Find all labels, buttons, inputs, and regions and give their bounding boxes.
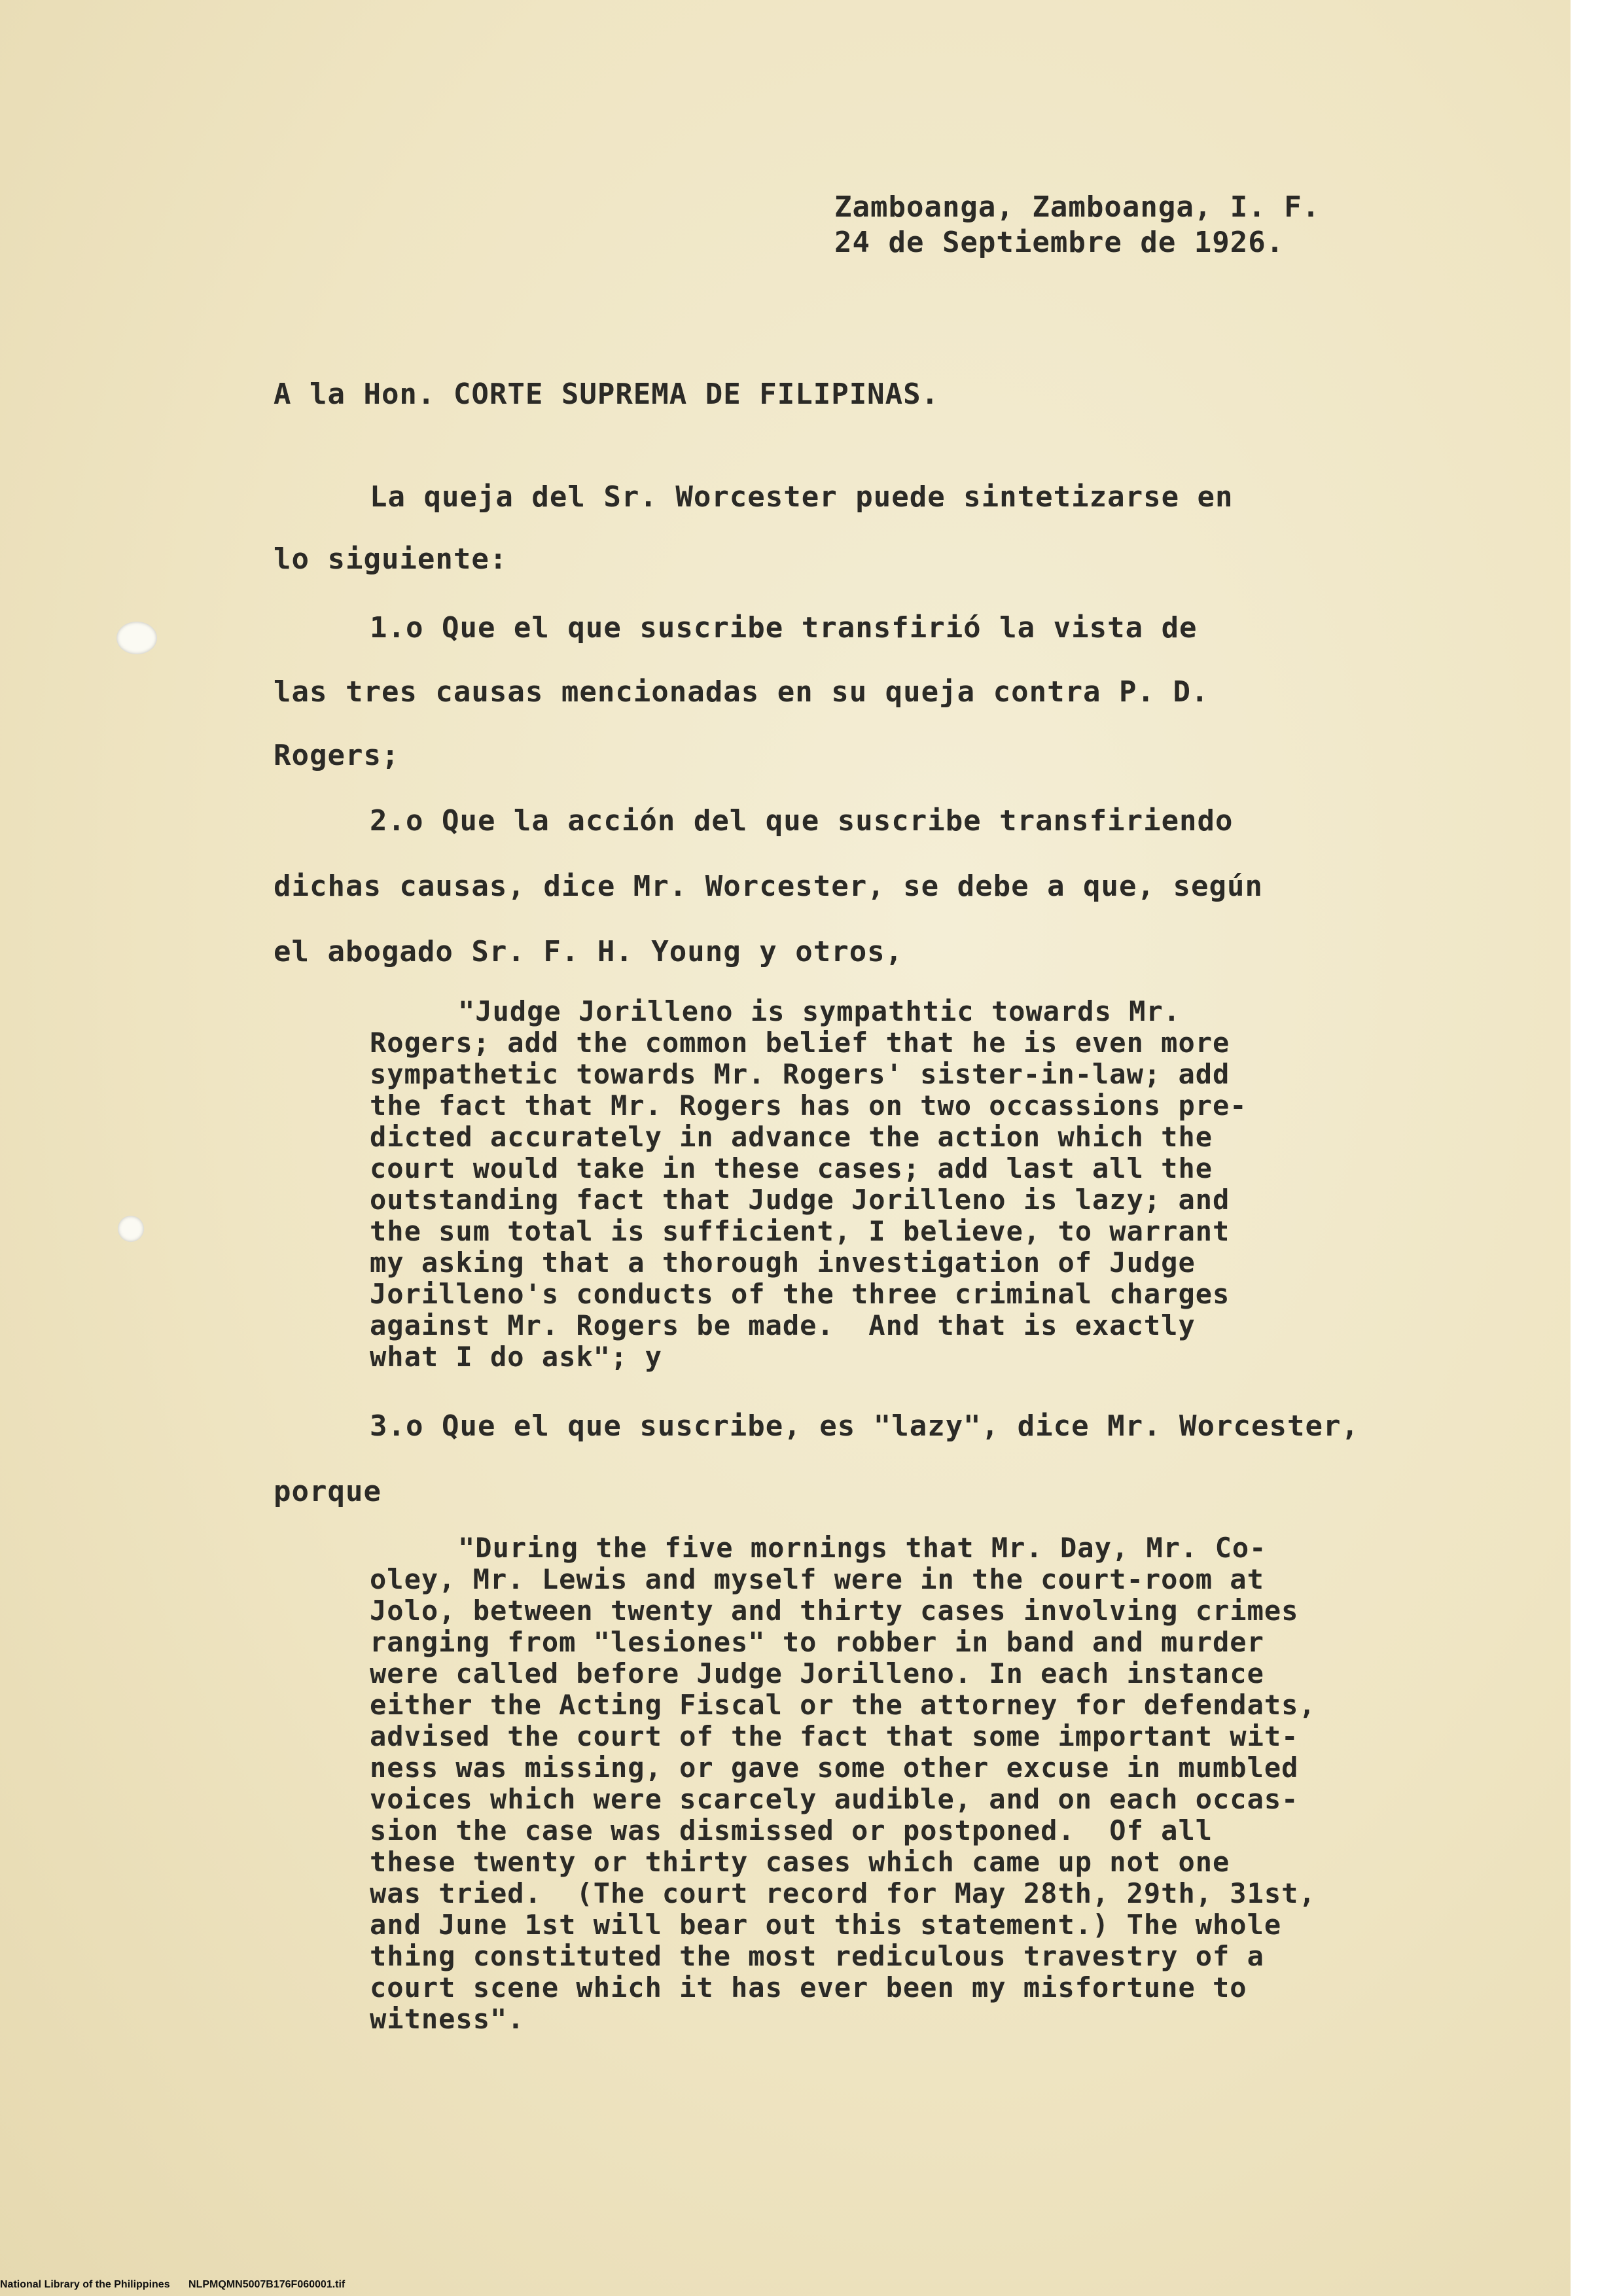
quote2-line-1: "During the five mornings that Mr. Day, Mr. Co- xyxy=(458,1532,1267,1564)
footer-file-id: NLPMQMN5007B176F060001.tif xyxy=(188,2279,346,2290)
quote2-line-13: and June 1st will bear out this statement.) The whole xyxy=(370,1909,1282,1941)
quote1-line-10: Jorilleno's conducts of the three criminal charges xyxy=(370,1278,1230,1310)
quote2-line-11: these twenty or thirty cases which came up not one xyxy=(370,1846,1230,1878)
scan-footer xyxy=(0,2279,361,2291)
quote1-line-12: what I do ask"; y xyxy=(370,1341,662,1373)
addressee: A la Hon. CORTE SUPREMA DE FILIPINAS. xyxy=(274,378,940,411)
quote1-line-2: Rogers; add the common belief that he is even more xyxy=(370,1027,1230,1059)
quote2-line-4: ranging from "lesiones" to robber in band and murder xyxy=(370,1626,1264,1658)
header-place: Zamboanga, Zamboanga, I. F. xyxy=(834,190,1321,224)
quote2-line-14: thing constituted the most rediculous travestry of a xyxy=(370,1940,1264,1972)
quote2-line-5: were called before Judge Jorilleno. In each instance xyxy=(370,1657,1264,1689)
point3-line-2: porque xyxy=(274,1475,382,1508)
punch-hole-lower xyxy=(118,1216,144,1242)
quote1-line-4: the fact that Mr. Rogers has on two occassions pre- xyxy=(370,1089,1247,1122)
quote1-line-3: sympathetic towards Mr. Rogers' sister-in-law; add xyxy=(370,1058,1230,1090)
point3-line-1: 3.o Que el que suscribe, es "lazy", dice Mr. Worcester, xyxy=(370,1409,1359,1443)
quote2-line-6: either the Acting Fiscal or the attorney for defendats, xyxy=(370,1689,1316,1721)
quote1-line-9: my asking that a thorough investigation of Judge xyxy=(370,1246,1196,1279)
point1-line-3: Rogers; xyxy=(274,739,400,772)
quote2-line-16: witness". xyxy=(370,2003,525,2035)
scan-margin xyxy=(1571,0,1600,2296)
quote1-line-8: the sum total is sufficient, I believe, to warrant xyxy=(370,1215,1230,1247)
punch-hole-upper xyxy=(116,622,157,654)
quote2-line-3: Jolo, between twenty and thirty cases involving crimes xyxy=(370,1595,1299,1627)
point2-line-2: dichas causas, dice Mr. Worcester, se debe a que, según xyxy=(274,870,1263,903)
quote1-line-6: court would take in these cases; add last all the xyxy=(370,1152,1213,1184)
footer-library: National Library of the Philippines xyxy=(0,2279,170,2290)
point2-line-3: el abogado Sr. F. H. Young y otros, xyxy=(274,935,904,968)
intro-line-1: La queja del Sr. Worcester puede sintetizarse en xyxy=(370,480,1234,514)
header-date: 24 de Septiembre de 1926. xyxy=(834,226,1285,259)
quote2-line-7: advised the court of the fact that some important wit- xyxy=(370,1720,1299,1752)
point1-line-2: las tres causas mencionadas en su queja contra P. D. xyxy=(274,675,1209,709)
quote2-line-10: sion the case was dismissed or postponed. Of all xyxy=(370,1814,1213,1846)
point2-line-1: 2.o Que la acción del que suscribe transfiriendo xyxy=(370,804,1234,838)
quote1-line-5: dicted accurately in advance the action which the xyxy=(370,1121,1213,1153)
quote2-line-9: voices which were scarcely audible, and on each occas- xyxy=(370,1783,1299,1815)
quote1-line-7: outstanding fact that Judge Jorilleno is lazy; and xyxy=(370,1184,1230,1216)
quote2-line-2: oley, Mr. Lewis and myself were in the court-room at xyxy=(370,1563,1264,1595)
quote2-line-12: was tried. (The court record for May 28th, 29th, 31st, xyxy=(370,1877,1316,1909)
quote1-line-11: against Mr. Rogers be made. And that is exactly xyxy=(370,1309,1196,1341)
point1-line-1: 1.o Que el que suscribe transfirió la vista de xyxy=(370,611,1198,645)
quote1-line-1: "Judge Jorilleno is sympathtic towards Mr. xyxy=(458,995,1181,1027)
intro-line-2: lo siguiente: xyxy=(274,542,508,576)
quote2-line-15: court scene which it has ever been my misfortune to xyxy=(370,1971,1247,2004)
quote2-line-8: ness was missing, or gave some other excuse in mumbled xyxy=(370,1752,1299,1784)
